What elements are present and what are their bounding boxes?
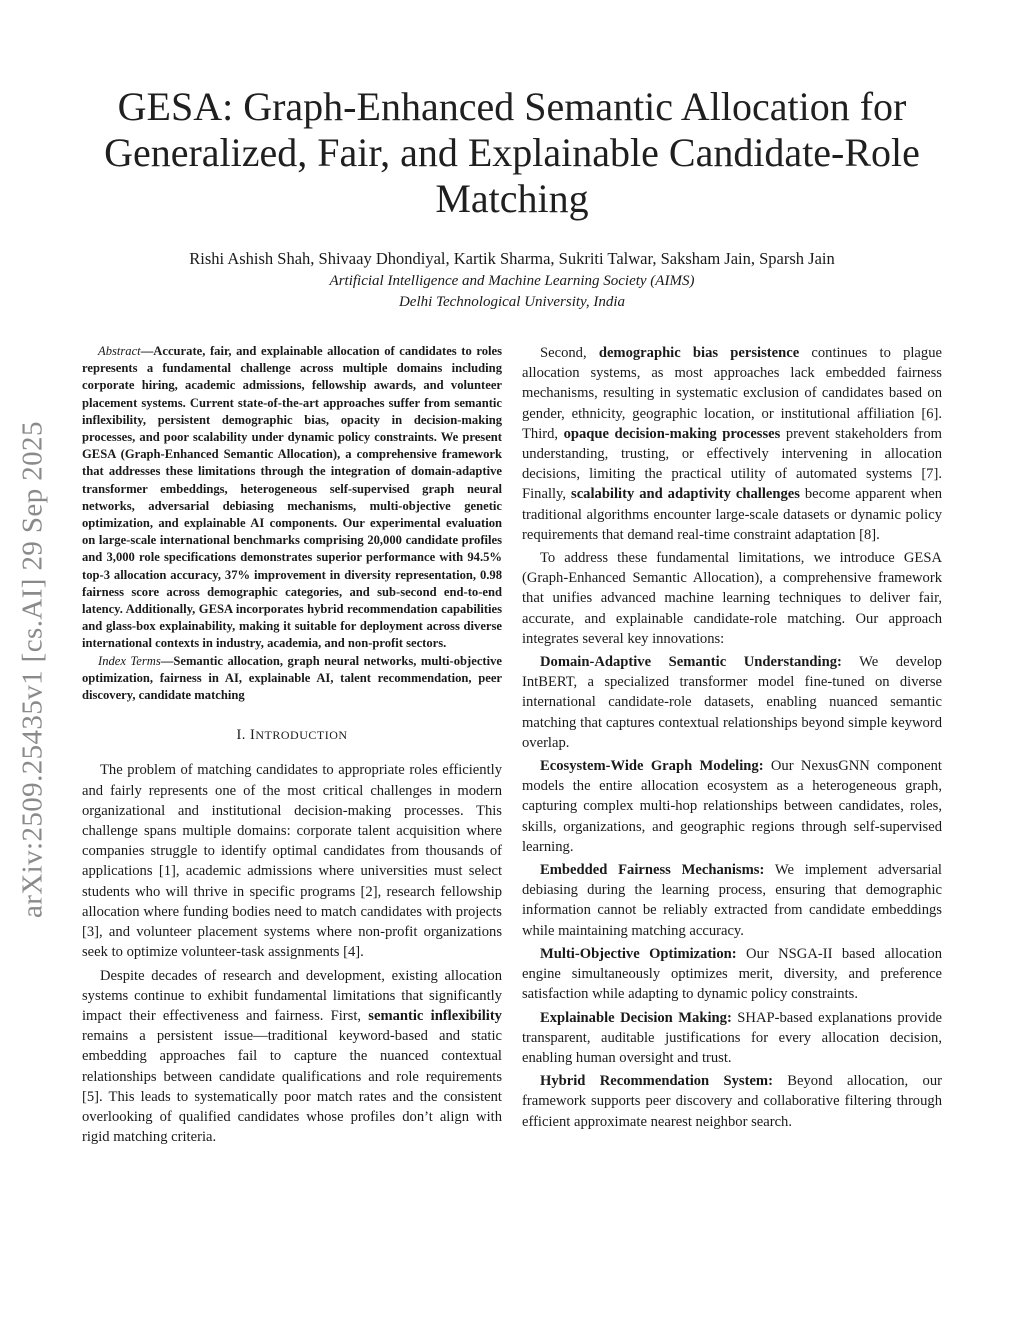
p2-text-a: Despite decades of research and development, existing allocation systems continue to exhibit fundamental limitations that significantly impact their effectiveness and fairness. First, (82, 967, 502, 1024)
p2-bold-term: semantic inflexibility (368, 1007, 502, 1024)
abstract-lead: Abstract (98, 344, 141, 358)
section-heading-introduction (82, 725, 502, 745)
p2-text-c: remains a persistent issue—traditional keyword-based and static embedding approaches fail to capture the nuanced contextual relationships between candidate qualifications and role requirements [5]. This leads to systematically poor match rates and the consistent overlooking of qualified candidates whose profiles don’t align with rigid matching criteria. (82, 1028, 502, 1146)
p3-text-g: become apparent when traditional algorithms encounter large-scale datasets or dynamic policy requirements that demand real-time constraint adaptation [8]. (522, 486, 943, 543)
p3-text-e: prevent stakeholders from understanding, trusting, or effectively intervening in allocation decisions, limiting the practical utility of automated systems [7]. Finally, (522, 425, 942, 503)
innovation-text: Our NSGA-II based allocation engine simultaneously optimizes merit, diversity, and preference satisfaction while adapting to dynamic policy constraints. (522, 945, 942, 1003)
paper-title: GESA: Graph-Enhanced Semantic Allocation for Generalized, Fair, and Explainable Candidate-Role Matching (104, 84, 920, 221)
intro-paragraph-4: To address these fundamental limitations, we introduce GESA (Graph-Enhanced Semantic Allocation), a comprehensive framework that unifies advanced machine learning techniques to deliver fair, accurate, and explainable candidate-role matching. Our approach integrates several key innovations: (522, 550, 942, 647)
innovation-heading: Explainable Decision Making: (540, 1009, 732, 1026)
p3-bold-bias: demographic bias persistence (598, 345, 800, 361)
section-number: I. (236, 727, 246, 744)
index-terms-lead: Index Terms (98, 653, 161, 668)
intro-paragraph-3 (522, 343, 942, 545)
innovation-heading: Domain-Adaptive Semantic Understanding: (540, 654, 842, 671)
section-title-first: I (250, 727, 256, 744)
p3-bold-opaque: opaque decision-making processes (563, 425, 781, 442)
innovation-text: Our NexusGNN component models the entire allocation ecosystem as a heterogeneous graph, capturing complex multi-hop relationships between candidates, roles, skills, organizations, and geographic regions through self-supervised learning. (522, 758, 942, 855)
section-title-rest: NTRODUCTION (255, 728, 348, 743)
index-terms (82, 653, 502, 705)
left-column (82, 343, 502, 1150)
innovation-heading: Multi-Objective Optimization: (540, 945, 737, 962)
innovation-text: SHAP-based explanations provide transparent, auditable justifications for every allocation decision, enabling human oversight and trust. (522, 1009, 943, 1066)
innovation-item (522, 1071, 942, 1132)
innovation-heading: Hybrid Recommendation System: (540, 1073, 773, 1090)
innovation-heading: Ecosystem-Wide Graph Modeling: (540, 758, 764, 775)
innovation-text: Beyond allocation, our framework supports peer discovery and collaborative filtering through efficient approximate nearest neighbor search. (522, 1073, 942, 1130)
index-terms-text: —Semantic allocation, graph neural networks, multi-objective optimization, fairness in AI, explainable AI, talent recommendation, peer discovery, candidate matching (82, 653, 502, 703)
abstract-text: —Accurate, fair, and explainable allocation of candidates to roles represents a fundamental challenge across multiple domains including corporate hiring, academic admissions, fellowship awards, and volunteer placement systems. Current state-of-the-art approaches suffer from semantic inflexibility, persistent demographic bias, opacity in decision-making processes, and poor scalability under dynamic policy constraints. We present GESA (Graph-Enhanced Semantic Allocation), a comprehensive framework that addresses these limitations through the integration of domain-adaptive transformer embeddings, heterogeneous self-supervised graph neural networks, adversarial debiasing mechanisms, multi-objective genetic optimization, and explainable AI components. Our experimental evaluation on large-scale international benchmarks comprising 20,000 candidate profiles and 3,000 role specifications demonstrates superior performance with 94.5% top-3 allocation accuracy, 37% improvement in diversity representation, 0.98 fairness score across demographic categories, and sub-second end-to-end latency. Additionally, GESA incorporates hybrid recommendation capabilities and glass-box explainability, making it suitable for deployment across diverse international contexts in industry, academia, and non-profit sectors. (82, 344, 502, 651)
p3-bold-scalability: scalability and adaptivity challenges (571, 486, 800, 503)
p3-text-c: continues to plague allocation systems, as most approaches lack embedded fairness mechanisms, resulting in systematic exclusion of candidates based on gender, ethnicity, geographic location, or institutional affiliation [6]. Third, (522, 345, 942, 442)
abstract (82, 343, 502, 653)
innovation-text: We develop IntBERT, a specialized transformer model fine-tuned on diverse international candidate-role datasets, enabling nuanced semantic matching that captures contextual relationships beyond simple keyword overlap. (522, 654, 942, 751)
innovation-item (522, 860, 942, 941)
affiliation-society: Artificial Intelligence and Machine Learning Society (AIMS) (329, 273, 695, 289)
innovation-text: We implement adversarial debiasing during the learning process, ensuring that demographic information cannot be reliably extracted from candidate embeddings while maintaining matching accuracy. (522, 862, 942, 939)
intro-paragraph-1: The problem of matching candidates to appropriate roles efficiently and fairly represents one of the most critical challenges in modern organizational and institutional decision-making processes. This challenge spans multiple domains: corporate talent acquisition where companies struggle to identify optimal candidates from thousands of applications [1], academic admissions where universities must select students who will thrive in specific programs [2], research fellowship allocation where funding bodies need to match candidates with projects [3], and volunteer placement systems where non-profit organizations seek to optimize volunteer-task assignments [4]. (82, 762, 502, 961)
innovation-item (522, 944, 942, 1005)
innovation-item (522, 1008, 942, 1069)
innovation-item (522, 652, 942, 753)
p3-text-a: Second, (540, 345, 599, 361)
arxiv-watermark: arXiv:2509.25435v1 [cs.AI] 29 Sep 2025 (16, 421, 49, 919)
author-list: Rishi Ashish Shah, Shivaay Dhondiyal, Kartik Sharma, Sukriti Talwar, Saksham Jain, Sparsh Jain (189, 249, 835, 268)
affiliation-university: Delhi Technological University, India (398, 294, 626, 310)
right-column-content (522, 343, 942, 1135)
innovation-item (522, 756, 942, 857)
innovation-heading: Embedded Fairness Mechanisms: (540, 862, 765, 879)
intro-paragraph-2 (82, 966, 502, 1148)
